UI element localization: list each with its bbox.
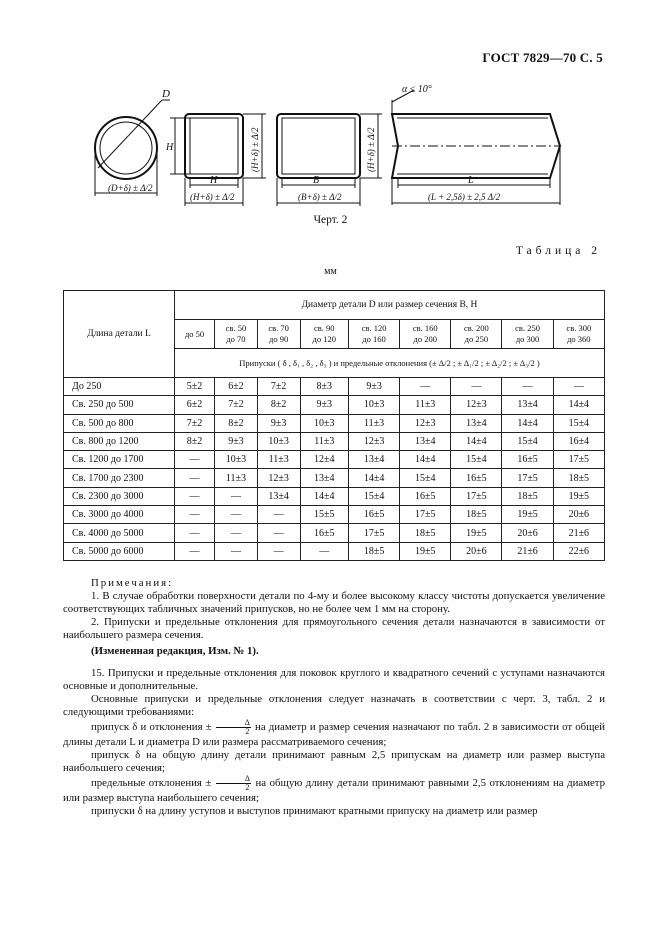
table-cell: 14±4 [300, 487, 349, 505]
table-cell: 15±4 [349, 487, 400, 505]
table-cell: — [257, 506, 300, 524]
table-cell: 15±5 [300, 506, 349, 524]
table-cell: — [175, 542, 215, 560]
table-cell: 7±2 [175, 414, 215, 432]
table-cell: 18±5 [451, 506, 502, 524]
table-cell: 13±4 [502, 396, 553, 414]
table-cell: 20±6 [451, 542, 502, 560]
label-h-sq: H [210, 175, 218, 186]
column-header-1: св. 50 до 70 [215, 320, 258, 349]
row-label: Св. 1200 до 1700 [64, 451, 175, 469]
table-cell: 8±3 [300, 378, 349, 396]
label-d-total: (D+δ) ± Δ/2 [108, 183, 153, 193]
label-h-left: H [166, 142, 174, 153]
table-cell: 13±4 [300, 469, 349, 487]
table-cell: 21±6 [553, 524, 604, 542]
column-header-4: св. 120 до 160 [349, 320, 400, 349]
label-h-rect: (H+δ) ± Δ/2 [366, 127, 376, 172]
table-cell: — [300, 542, 349, 560]
note-2: 2. Припуски и предельные отклонения для прямоугольного сечения детали назначаются в зависимости от наибольшего размера сечения. [63, 616, 605, 641]
table-cell: 16±5 [300, 524, 349, 542]
column-header-0: до 50 [175, 320, 215, 349]
table-row [64, 414, 605, 432]
table-cell: 7±2 [257, 378, 300, 396]
table-cell: 19±5 [502, 506, 553, 524]
table-cell: 14±4 [553, 396, 604, 414]
paragraph-c-post: на общую длину детали принимают равными 2,5 отклонениям на диаметр или размер выступа наибольшего сечения; [63, 776, 606, 804]
table-cell: 9±3 [349, 378, 400, 396]
table-cell: — [215, 506, 258, 524]
notes-heading: Примечания: [91, 577, 174, 589]
row-label: Св. 800 до 1200 [64, 432, 175, 450]
table-cell: 10±3 [300, 414, 349, 432]
table-cell: 9±3 [257, 414, 300, 432]
table-cell: 17±5 [502, 469, 553, 487]
column-header-2: св. 70 до 90 [257, 320, 300, 349]
header-allowance: Припуски ( δ , δ₁ , δ₂ , δ₃ ) и предельные отклонения (± Δ/2 ; ± Δ₁/2 ; ± Δ₂/2 ; ± Δ₃/2 ) [175, 349, 605, 378]
row-label: Св. 2300 до 3000 [64, 487, 175, 505]
header-diameter: Диаметр детали D или размер сечения B, H [175, 291, 605, 320]
table-cell: 12±3 [257, 469, 300, 487]
table-cell: 12±3 [400, 414, 451, 432]
table-cell: — [175, 469, 215, 487]
table-cell: — [257, 524, 300, 542]
label-h-vertical: (H+δ) ± Δ/2 [250, 127, 260, 172]
table-cell: 15±4 [553, 414, 604, 432]
paragraph-c [63, 775, 605, 805]
row-label: До 250 [64, 378, 175, 396]
table-cell: 8±2 [175, 432, 215, 450]
table-cell: — [257, 542, 300, 560]
table-cell: 7±2 [215, 396, 258, 414]
table-row [64, 451, 605, 469]
label-d: D [162, 88, 170, 100]
table-cell: — [553, 378, 604, 396]
table-row [64, 524, 605, 542]
table-cell: 20±6 [553, 506, 604, 524]
table-cell: 22±6 [553, 542, 604, 560]
table-label: Таблица 2 [515, 245, 601, 257]
table-cell: 13±4 [349, 451, 400, 469]
table-cell: 6±2 [215, 378, 258, 396]
column-header-6: св. 200 до 250 [451, 320, 502, 349]
table-cell: 10±3 [257, 432, 300, 450]
edition-note: (Измененная редакция, Изм. № 1). [91, 645, 259, 657]
label-l: L [468, 175, 474, 186]
table-row [64, 506, 605, 524]
table-cell: 17±5 [349, 524, 400, 542]
table-cell: 13±4 [400, 432, 451, 450]
table-cell: 14±4 [349, 469, 400, 487]
table-cell: 21±6 [502, 542, 553, 560]
table-units: мм [324, 266, 337, 277]
paragraph-15: 15. Припуски и предельные отклонения для поковок круглого и квадратного сечений с уступами назначаются основные и дополнительные. [63, 667, 605, 692]
table-cell: 20±6 [502, 524, 553, 542]
table-cell: — [502, 378, 553, 396]
row-label: Св. 500 до 800 [64, 414, 175, 432]
figure-caption: Черт. 2 [313, 214, 348, 226]
table-cell: 11±3 [400, 396, 451, 414]
table-cell: 17±5 [553, 451, 604, 469]
page-header-title: ГОСТ 7829—70 С. 5 [482, 50, 603, 65]
table-cell: 13±4 [451, 414, 502, 432]
table-row [64, 378, 605, 396]
table-cell: — [451, 378, 502, 396]
table-cell: 18±5 [349, 542, 400, 560]
paragraph-a-pre: припуск δ и отклонения ± [91, 720, 212, 733]
row-label: Св. 250 до 500 [64, 396, 175, 414]
table-cell: 14±4 [400, 451, 451, 469]
table-cell: 13±4 [257, 487, 300, 505]
table-cell: 8±2 [257, 396, 300, 414]
table-cell: 15±4 [451, 451, 502, 469]
column-header-3: св. 90 до 120 [300, 320, 349, 349]
table-row [64, 469, 605, 487]
table-cell: — [215, 542, 258, 560]
table-cell: 18±5 [502, 487, 553, 505]
label-alpha: α ≤ 10° [402, 84, 432, 95]
table-cell: 16±5 [451, 469, 502, 487]
table-row [64, 542, 605, 560]
table-cell: 17±5 [400, 506, 451, 524]
paragraph-a [63, 719, 605, 749]
note-1: 1. В случае обработки поверхности детали по 4-му и более высокому классу чистоты допускается увеличение соответствующих табличных значений припусков, но не более чем 1 мм на сторону. [63, 590, 605, 615]
table-cell: 10±3 [349, 396, 400, 414]
label-l-total: (L + 2,5δ) ± 2,5 Δ/2 [428, 192, 501, 202]
table-cell: — [175, 487, 215, 505]
paragraph-main: Основные припуски и предельные отклонения следует назначать в соответствии с черт. 3, табл. 2 и следующими требованиями: [63, 693, 605, 718]
table-cell: — [175, 451, 215, 469]
paragraph-b: припуск δ на общую длину детали принимают равным 2,5 припускам на диаметр или размер выступа наибольшего сечения; [63, 749, 605, 774]
table-cell: 8±2 [215, 414, 258, 432]
table-cell: 18±5 [400, 524, 451, 542]
allowance-table [63, 290, 605, 561]
table-cell: — [175, 524, 215, 542]
table-cell: 19±5 [451, 524, 502, 542]
notes-section [63, 577, 605, 818]
table-cell: 11±3 [300, 432, 349, 450]
fraction-delta-half-2: $\frac{\Delta}{2}$ [216, 775, 251, 792]
paragraph-a-post: на диаметр и размер сечения назначают по табл. 2 в зависимости от общей длины детали L и диаметра D или размера рассматриваемого сечения; [63, 720, 605, 748]
table-cell: 19±5 [553, 487, 604, 505]
table-cell: 18±5 [553, 469, 604, 487]
table-cell: 9±3 [215, 432, 258, 450]
long-bar-figure [392, 90, 560, 205]
table-cell: — [400, 378, 451, 396]
round-section-figure [95, 100, 170, 196]
fraction-delta-half: $\frac{\Delta}{2}$ [216, 719, 251, 736]
row-label: Св. 4000 до 5000 [64, 524, 175, 542]
table-cell: 14±4 [502, 414, 553, 432]
table-cell: 11±3 [257, 451, 300, 469]
table-cell: 12±3 [451, 396, 502, 414]
table-cell: 15±4 [502, 432, 553, 450]
table-cell: 5±2 [175, 378, 215, 396]
row-label: Св. 1700 до 2300 [64, 469, 175, 487]
table-row [64, 487, 605, 505]
label-b-total: (B+δ) ± Δ/2 [298, 192, 342, 202]
paragraph-c-pre: предельные отклонения ± [91, 776, 212, 789]
header-length: Длина детали L [64, 291, 175, 378]
table-cell: 16±5 [400, 487, 451, 505]
table-cell: — [215, 524, 258, 542]
table-cell: 10±3 [215, 451, 258, 469]
row-label: Св. 5000 до 6000 [64, 542, 175, 560]
paragraph-d: припуски δ на длину уступов и выступов принимают кратными припуску на диаметр или размер [91, 805, 538, 817]
table-cell: 11±3 [215, 469, 258, 487]
column-header-5: св. 160 до 200 [400, 320, 451, 349]
table-cell: 11±3 [349, 414, 400, 432]
table-body [64, 378, 605, 561]
table-cell: 9±3 [300, 396, 349, 414]
table-cell: 12±4 [300, 451, 349, 469]
table-cell: 6±2 [175, 396, 215, 414]
column-header-7: св. 250 до 300 [502, 320, 553, 349]
technical-drawing [0, 0, 661, 215]
column-header-8: св. 300 до 360 [553, 320, 604, 349]
table-cell: 16±4 [553, 432, 604, 450]
row-label: Св. 3000 до 4000 [64, 506, 175, 524]
table-row [64, 396, 605, 414]
table-cell: 14±4 [451, 432, 502, 450]
table-row [64, 432, 605, 450]
table-cell: 12±3 [349, 432, 400, 450]
table-cell: 16±5 [349, 506, 400, 524]
table-cell: 16±5 [502, 451, 553, 469]
table-cell: 15±4 [400, 469, 451, 487]
label-b: B [313, 175, 320, 186]
table-cell: 17±5 [451, 487, 502, 505]
label-h-bottom: (H+δ) ± Δ/2 [190, 192, 235, 202]
table-cell: — [175, 506, 215, 524]
table-cell: 19±5 [400, 542, 451, 560]
table-cell: — [215, 487, 258, 505]
